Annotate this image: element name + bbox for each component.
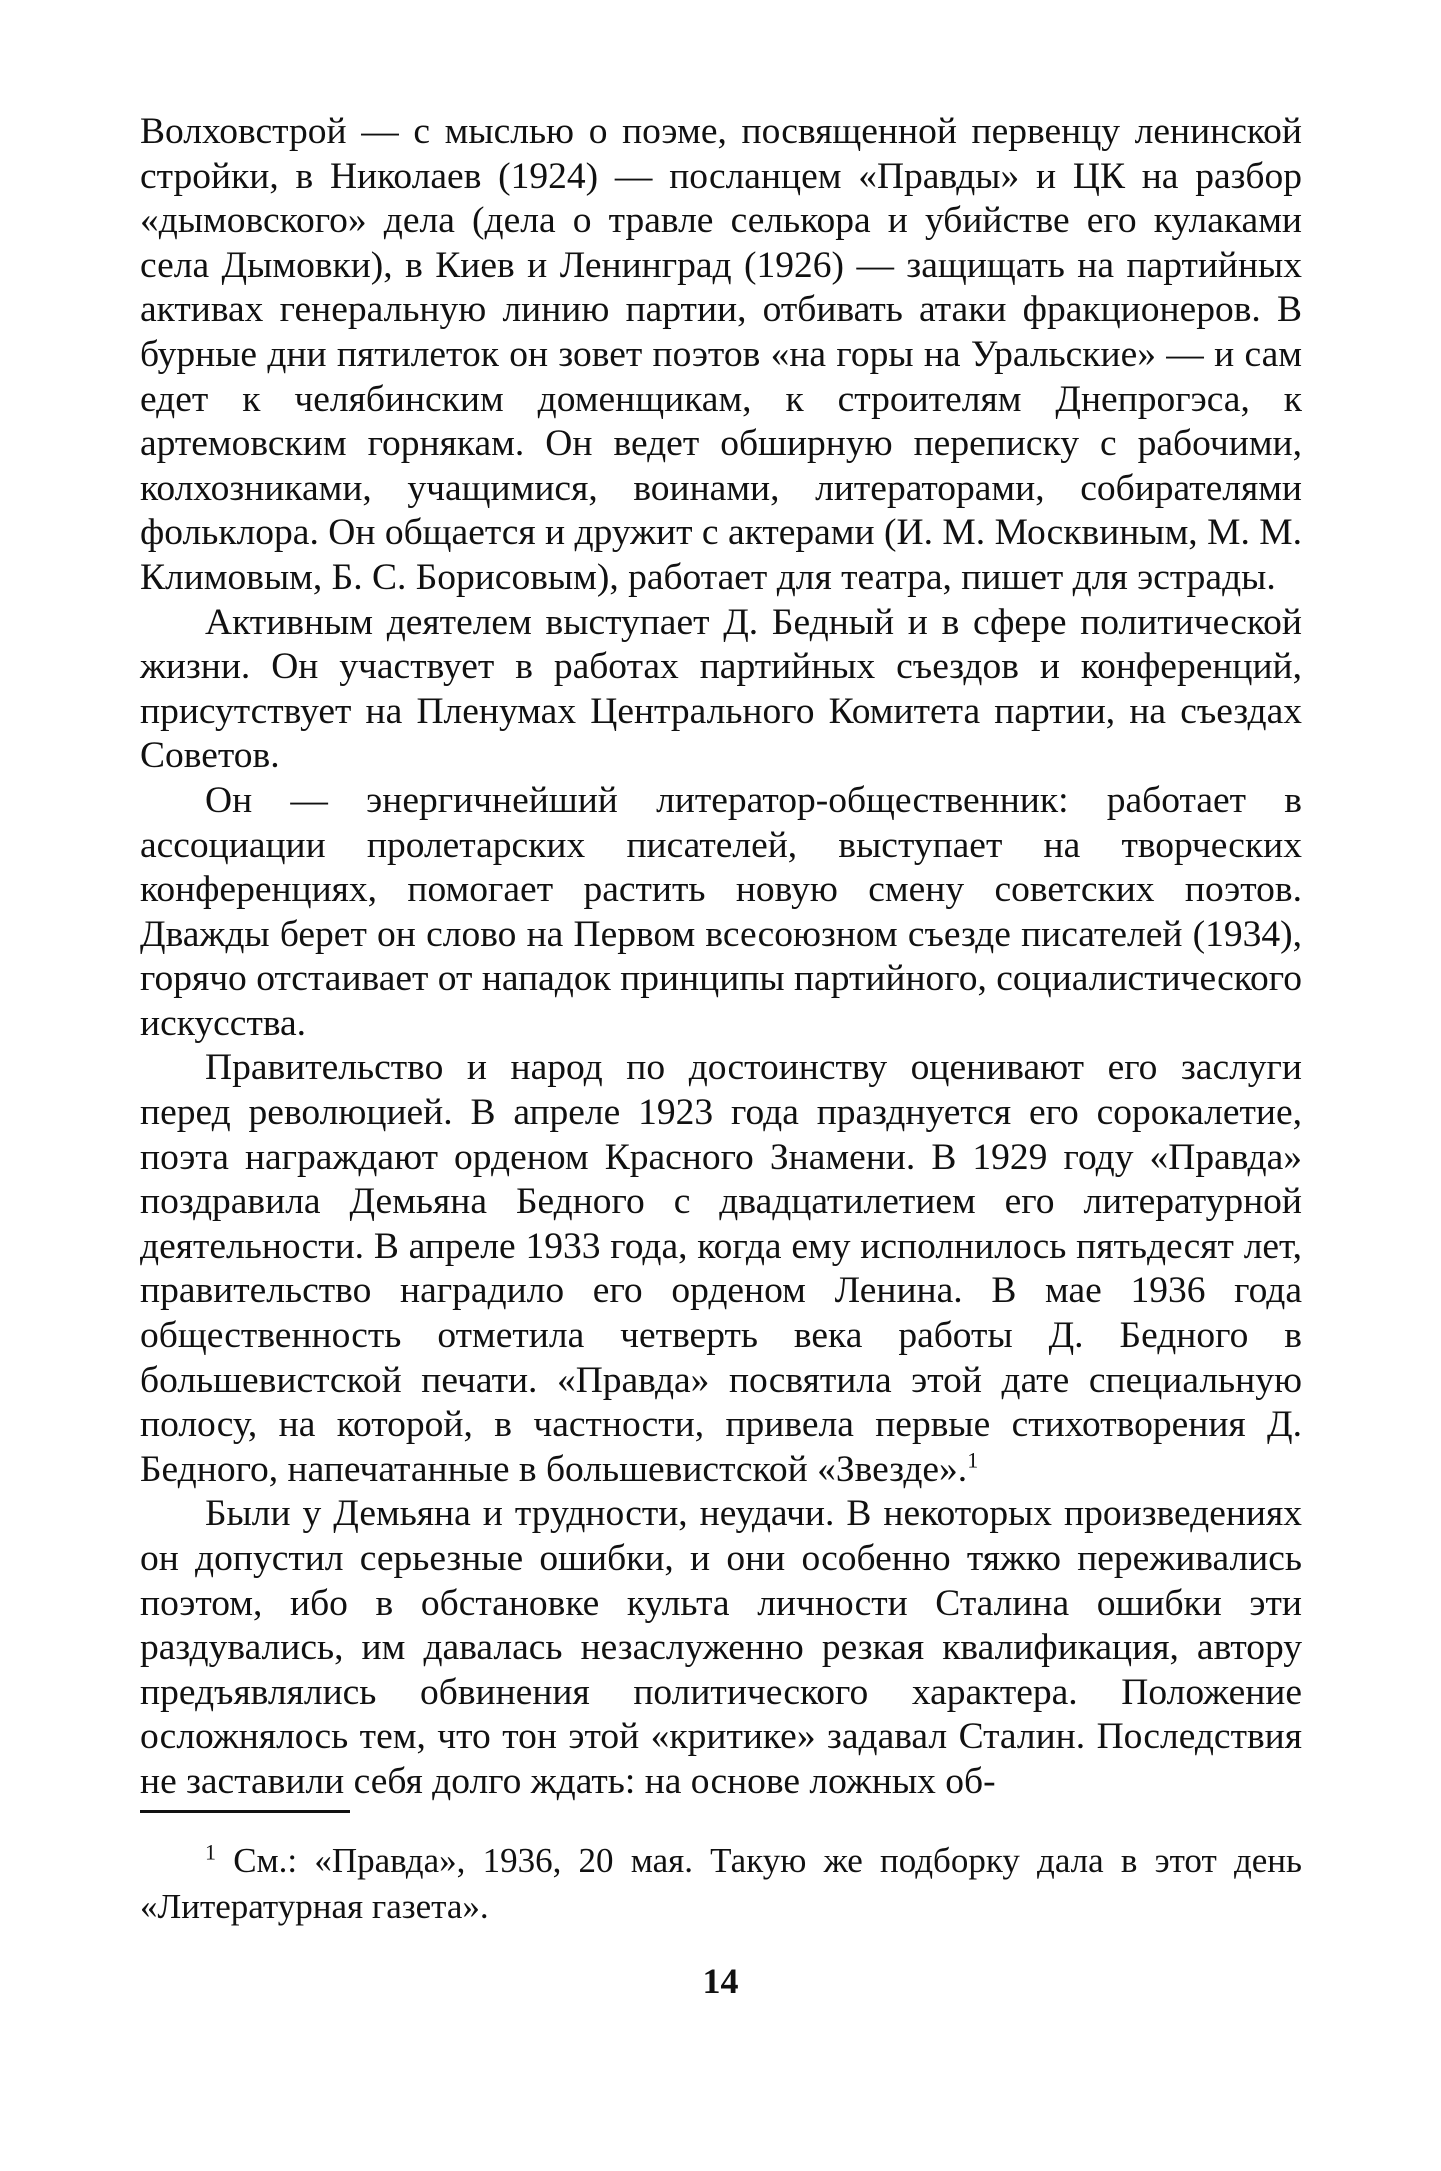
paragraph-difficulties: Были у Демьяна и трудности, неудачи. В некоторых произведениях он допустил серьезные ошибки, и они особенно тяжко переживались поэтом, ибо в обстановке культа личности Сталина ошибки эти раздувались, им давалась незаслуженно резкая квалификация, автору предъявлялись обвинения политического характера. Положение осложнялось тем, что тон этой «критике» задавал Сталин. Последствия не заставили себя долго ждать: на основе ложных об- [140,1493,1302,1802]
page-body [140,110,1302,1805]
paragraph-government-honors [140,1046,1302,1492]
footnote-text: См.: «Правда», 1936, 20 мая. Такую же подборку дала в этот день «Литературная газета». [140,1841,1302,1926]
footnote-divider [140,1810,350,1813]
footnote-reference: 1 [967,1447,979,1473]
paragraph-literary-activity: Он — энергичнейший литератор-общественник: работает в ассоциации пролетарских писателей, выступает на творческих конференциях, помогает растить новую смену советских поэтов. Дважды берет он слово на Первом всесоюзном съезде писателей (1934), горячо отстаивает от нападок принципы партийного, социалистического искусства. [140,779,1302,1044]
footnote-marker: 1 [205,1839,216,1865]
paragraph-government-honors-text: Правительство и народ по достоинству оценивают его заслуги перед революцией. В апреле 1923 года празднуется его сорокалетие, поэта награждают орденом Красного Знамени. В 1929 году «Правда» поздравила Демьяна Бедного с двадцатилетием его литературной деятельности. В апреле 1933 года, когда ему исполнилось пятьдесят лет, правительство наградило его орденом Ленина. В мае 1936 года общественность отметила четверть века работы Д. Бедного в большевистской печати. «Правда» посвятила этой дате специальную полосу, на которой, в частности, привела первые стихотворения Д. Бедного, напечатанные в большевистской «Звезде». [140,1047,1302,1490]
paragraph-continuation: Волховстрой — с мыслью о поэме, посвященной первенцу ленинской стройки, в Николаев (1924) — посланцем «Правды» и ЦК на разбор «дымовского» дела (дела о травле селькора и убийстве его кулаками села Дымовки), в Киев и Ленинград (1926) — защищать на партийных активах генеральную линию партии, отбивать атаки фракционеров. В бурные дни пятилеток он зовет поэтов «на горы на Уральские» — и сам едет к челябинским доменщикам, к строителям Днепрогэса, к артемовским горнякам. Он ведет обширную переписку с рабочими, колхозниками, учащимися, воинами, литераторами, собирателями фольклора. Он общается и дружит с актерами (И. М. Москвиным, М. М. Климовым, Б. С. Борисовым), работает для театра, пишет для эстрады. [140,111,1302,598]
paragraph-political-life: Активным деятелем выступает Д. Бедный и в сфере политической жизни. Он участвует в работах партийных съездов и конференций, присутствует на Пленумах Центрального Комитета партии, на съездах Советов. [140,601,1302,777]
footnote [140,1838,1302,1930]
page-number: 14 [702,1961,739,2001]
